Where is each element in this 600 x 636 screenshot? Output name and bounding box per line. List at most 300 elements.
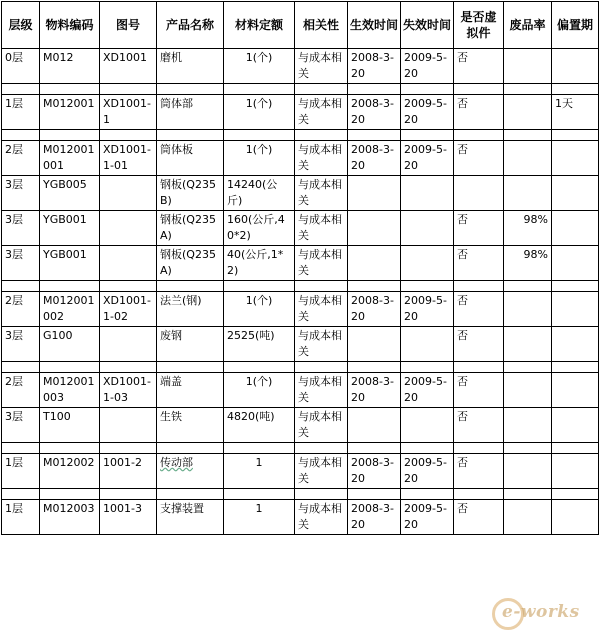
spacer-cell — [2, 489, 40, 500]
cell-relevance-text: 与成本相关 — [298, 410, 342, 439]
cell-quota — [224, 454, 295, 489]
cell-relevance-text: 与成本相关 — [298, 248, 342, 277]
cell-code — [40, 141, 100, 176]
cell-quota-text: 1(个) — [245, 294, 273, 307]
spacer-cell — [100, 489, 157, 500]
cell-start — [348, 141, 401, 176]
cell-end-text: 2009-5-20 — [404, 294, 447, 323]
cell-start — [348, 176, 401, 211]
cell-name-text: 钢板(Q235B) — [160, 178, 216, 207]
cell-level — [2, 246, 40, 281]
spacer-cell — [348, 489, 401, 500]
spacer-cell — [454, 443, 504, 454]
spacer-cell — [224, 84, 295, 95]
cell-quota-text: 40(公斤,1*2) — [227, 248, 284, 277]
cell-level — [2, 408, 40, 443]
spacer-cell — [401, 130, 454, 141]
header-level: 层级 — [2, 2, 40, 49]
spacer-cell — [348, 443, 401, 454]
cell-code — [40, 500, 100, 535]
spacer-cell — [552, 443, 599, 454]
cell-relevance-text: 与成本相关 — [298, 213, 342, 242]
cell-relevance-text: 与成本相关 — [298, 51, 342, 80]
cell-name-text: 磨机 — [160, 51, 182, 64]
cell-quota — [224, 292, 295, 327]
cell-end — [401, 246, 454, 281]
spacer-cell — [401, 443, 454, 454]
cell-virtual-text: 否 — [457, 248, 468, 261]
spacer-cell — [224, 489, 295, 500]
cell-drawing — [100, 49, 157, 84]
cell-offset — [552, 95, 599, 130]
spacer-cell — [157, 130, 224, 141]
cell-quota-text: 2525(吨) — [227, 329, 275, 342]
cell-scrap — [504, 408, 552, 443]
cell-relevance-text: 与成本相关 — [298, 502, 342, 531]
cell-virtual-text: 否 — [457, 143, 468, 156]
spacer-cell — [401, 362, 454, 373]
cell-end-text: 2009-5-20 — [404, 143, 447, 172]
cell-name-text: 支撑装置 — [160, 502, 204, 515]
cell-level — [2, 141, 40, 176]
cell-code — [40, 95, 100, 130]
cell-end — [401, 500, 454, 535]
table-row — [2, 141, 599, 176]
spacer-cell — [348, 281, 401, 292]
cell-level-text: 0层 — [5, 51, 23, 64]
table-row — [2, 246, 599, 281]
cell-scrap — [504, 141, 552, 176]
cell-start — [348, 292, 401, 327]
cell-code — [40, 246, 100, 281]
cell-level — [2, 211, 40, 246]
cell-drawing — [100, 454, 157, 489]
spacer-cell — [295, 130, 348, 141]
cell-name-text: 筒体部 — [160, 97, 193, 110]
cell-virtual — [454, 49, 504, 84]
cell-drawing — [100, 408, 157, 443]
cell-drawing — [100, 176, 157, 211]
cell-code-text: M012001001 — [43, 143, 95, 172]
cell-virtual — [454, 141, 504, 176]
cell-code-text: M012002 — [43, 456, 95, 469]
cell-scrap — [504, 211, 552, 246]
cell-start-text: 2008-3-20 — [351, 502, 394, 531]
header-quota: 材料定额 — [224, 2, 295, 49]
cell-virtual — [454, 500, 504, 535]
cell-quota-text: 1(个) — [245, 375, 273, 388]
cell-drawing-text: XD1001-1-03 — [103, 375, 151, 404]
cell-relevance — [295, 292, 348, 327]
cell-level-text: 3层 — [5, 410, 23, 423]
cell-code-text: M012003 — [43, 502, 95, 515]
cell-end — [401, 327, 454, 362]
cell-offset — [552, 176, 599, 211]
spacer-cell — [295, 443, 348, 454]
cell-start-text: 2008-3-20 — [351, 294, 394, 323]
cell-virtual — [454, 327, 504, 362]
cell-code-text: YGB001 — [43, 248, 87, 261]
cell-name — [157, 176, 224, 211]
cell-relevance — [295, 500, 348, 535]
spacer-cell — [40, 281, 100, 292]
cell-end — [401, 292, 454, 327]
spacer-cell — [40, 443, 100, 454]
cell-level-text: 3层 — [5, 329, 23, 342]
cell-virtual — [454, 246, 504, 281]
cell-name-text: 钢板(Q235A) — [160, 248, 216, 277]
spacer-cell — [401, 281, 454, 292]
cell-level — [2, 49, 40, 84]
cell-code-text: M012001 — [43, 97, 95, 110]
spacer-cell — [504, 84, 552, 95]
cell-name-text: 端盖 — [160, 375, 182, 388]
cell-virtual-text: 否 — [457, 51, 468, 64]
header-start: 生效时间 — [348, 2, 401, 49]
cell-virtual-text: 否 — [457, 213, 468, 226]
spacer-cell — [100, 443, 157, 454]
spacer-cell — [348, 84, 401, 95]
cell-name — [157, 211, 224, 246]
cell-virtual — [454, 292, 504, 327]
cell-end-text: 2009-5-20 — [404, 51, 447, 80]
cell-relevance-text: 与成本相关 — [298, 294, 342, 323]
cell-relevance-text: 与成本相关 — [298, 143, 342, 172]
cell-name-text: 筒体板 — [160, 143, 193, 156]
table-row — [2, 327, 599, 362]
header-offset: 偏置期 — [552, 2, 599, 49]
cell-level — [2, 454, 40, 489]
cell-virtual — [454, 408, 504, 443]
cell-start — [348, 373, 401, 408]
cell-level-text: 3层 — [5, 178, 23, 191]
cell-offset — [552, 49, 599, 84]
cell-start — [348, 211, 401, 246]
cell-virtual — [454, 95, 504, 130]
spacer-cell — [552, 489, 599, 500]
cell-name-text: 生铁 — [160, 410, 182, 423]
spacer-cell — [295, 362, 348, 373]
cell-virtual-text: 否 — [457, 294, 468, 307]
cell-relevance — [295, 327, 348, 362]
spacer-cell — [454, 84, 504, 95]
cell-relevance-text: 与成本相关 — [298, 329, 342, 358]
cell-level-text: 3层 — [5, 248, 23, 261]
cell-relevance-text: 与成本相关 — [298, 97, 342, 126]
cell-relevance — [295, 211, 348, 246]
cell-scrap — [504, 454, 552, 489]
cell-relevance — [295, 246, 348, 281]
header-virtual: 是否虚拟件 — [454, 2, 504, 49]
cell-code — [40, 373, 100, 408]
cell-code — [40, 454, 100, 489]
watermark-ring-icon — [492, 598, 524, 630]
cell-offset — [552, 141, 599, 176]
cell-offset — [552, 292, 599, 327]
cell-scrap — [504, 327, 552, 362]
cell-drawing-text: XD1001-1-02 — [103, 294, 151, 323]
spacer-cell — [295, 84, 348, 95]
cell-scrap — [504, 95, 552, 130]
cell-relevance — [295, 408, 348, 443]
cell-quota-text: 1 — [255, 502, 263, 515]
cell-offset — [552, 246, 599, 281]
cell-code-text: M012 — [43, 51, 74, 64]
cell-relevance-text: 与成本相关 — [298, 456, 342, 485]
cell-drawing — [100, 141, 157, 176]
spacer-cell — [2, 362, 40, 373]
cell-code — [40, 408, 100, 443]
header-scrap: 废品率 — [504, 2, 552, 49]
cell-drawing — [100, 211, 157, 246]
spacer-cell — [224, 362, 295, 373]
cell-relevance — [295, 176, 348, 211]
spacer-cell — [157, 281, 224, 292]
spacer-cell — [295, 489, 348, 500]
cell-name-text: 法兰(钢) — [160, 294, 202, 307]
cell-end — [401, 454, 454, 489]
spacer-cell — [454, 489, 504, 500]
cell-code — [40, 49, 100, 84]
cell-quota — [224, 95, 295, 130]
cell-quota-text: 1 — [255, 456, 263, 469]
cell-offset — [552, 327, 599, 362]
cell-offset — [552, 408, 599, 443]
cell-level — [2, 373, 40, 408]
cell-end — [401, 211, 454, 246]
table-row — [2, 176, 599, 211]
spacer-cell — [100, 130, 157, 141]
cell-quota — [224, 500, 295, 535]
spacer-cell — [100, 281, 157, 292]
spacer-cell — [2, 281, 40, 292]
spacer-row — [2, 281, 599, 292]
cell-name — [157, 49, 224, 84]
cell-end-text: 2009-5-20 — [404, 456, 447, 485]
table-row — [2, 408, 599, 443]
cell-level — [2, 292, 40, 327]
cell-drawing — [100, 95, 157, 130]
spacer-row — [2, 362, 599, 373]
cell-virtual-text: 否 — [457, 375, 468, 388]
cell-virtual-text: 否 — [457, 410, 468, 423]
e-works-watermark — [486, 596, 596, 628]
cell-end — [401, 49, 454, 84]
spacer-row — [2, 443, 599, 454]
cell-offset — [552, 373, 599, 408]
header-relevance: 相关性 — [295, 2, 348, 49]
cell-name — [157, 327, 224, 362]
cell-level-text: 2层 — [5, 294, 23, 307]
cell-level — [2, 176, 40, 211]
cell-virtual — [454, 373, 504, 408]
cell-offset — [552, 500, 599, 535]
cell-quota-text: 160(公斤,40*2) — [227, 213, 285, 242]
cell-offset — [552, 454, 599, 489]
cell-end — [401, 408, 454, 443]
spacer-cell — [504, 489, 552, 500]
spacer-cell — [157, 443, 224, 454]
cell-code-text: M012001002 — [43, 294, 95, 323]
spacer-row — [2, 84, 599, 95]
cell-quota-text: 14240(公斤) — [227, 178, 278, 207]
table-row — [2, 373, 599, 408]
cell-code-text: G100 — [43, 329, 73, 342]
cell-level-text: 1层 — [5, 456, 23, 469]
cell-level-text: 3层 — [5, 213, 23, 226]
header-name: 产品名称 — [157, 2, 224, 49]
cell-start — [348, 49, 401, 84]
cell-quota — [224, 373, 295, 408]
cell-scrap — [504, 292, 552, 327]
cell-drawing — [100, 327, 157, 362]
header-row — [2, 2, 599, 49]
spacer-cell — [504, 362, 552, 373]
cell-start-text: 2008-3-20 — [351, 375, 394, 404]
cell-scrap — [504, 373, 552, 408]
cell-quota — [224, 176, 295, 211]
cell-scrap — [504, 500, 552, 535]
cell-code-text: YGB001 — [43, 213, 87, 226]
cell-offset-text: 1天 — [555, 97, 573, 110]
cell-quota — [224, 49, 295, 84]
cell-code — [40, 176, 100, 211]
cell-code-text: YGB005 — [43, 178, 87, 191]
cell-start-text: 2008-3-20 — [351, 143, 394, 172]
spacer-cell — [504, 443, 552, 454]
cell-relevance — [295, 373, 348, 408]
cell-start — [348, 454, 401, 489]
cell-scrap-text: 98% — [523, 248, 548, 261]
table-row — [2, 95, 599, 130]
cell-virtual — [454, 454, 504, 489]
cell-level-text: 1层 — [5, 97, 23, 110]
spacer-cell — [157, 489, 224, 500]
watermark-text: e-works — [502, 602, 580, 622]
cell-name — [157, 95, 224, 130]
cell-drawing-text: XD1001 — [103, 51, 147, 64]
cell-quota — [224, 211, 295, 246]
header-code: 物料编码 — [40, 2, 100, 49]
cell-drawing-text: XD1001-1 — [103, 97, 151, 126]
bom-table — [1, 1, 599, 535]
table-row — [2, 292, 599, 327]
cell-start — [348, 327, 401, 362]
cell-level-text: 2层 — [5, 143, 23, 156]
spacer-cell — [348, 362, 401, 373]
cell-start — [348, 408, 401, 443]
spacer-cell — [552, 84, 599, 95]
cell-start — [348, 500, 401, 535]
cell-offset — [552, 211, 599, 246]
cell-code-text: T100 — [43, 410, 71, 423]
cell-code — [40, 211, 100, 246]
cell-level — [2, 500, 40, 535]
spacer-cell — [504, 130, 552, 141]
spacer-cell — [454, 130, 504, 141]
cell-name — [157, 454, 224, 489]
cell-virtual-text: 否 — [457, 456, 468, 469]
cell-relevance — [295, 95, 348, 130]
cell-quota — [224, 141, 295, 176]
spacer-cell — [552, 130, 599, 141]
cell-quota — [224, 327, 295, 362]
spacer-cell — [295, 281, 348, 292]
cell-drawing — [100, 292, 157, 327]
spacer-cell — [157, 84, 224, 95]
spacer-cell — [454, 281, 504, 292]
cell-drawing-text: XD1001-1-01 — [103, 143, 151, 172]
spacer-cell — [348, 130, 401, 141]
spacer-cell — [224, 281, 295, 292]
spacer-cell — [504, 281, 552, 292]
cell-end-text: 2009-5-20 — [404, 97, 447, 126]
cell-quota — [224, 246, 295, 281]
cell-drawing — [100, 373, 157, 408]
table-row — [2, 500, 599, 535]
cell-start-text: 2008-3-20 — [351, 97, 394, 126]
cell-start-text: 2008-3-20 — [351, 51, 394, 80]
cell-quota-text: 1(个) — [245, 143, 273, 156]
cell-name-text: 钢板(Q235A) — [160, 213, 216, 242]
cell-end — [401, 176, 454, 211]
cell-name — [157, 408, 224, 443]
cell-virtual — [454, 176, 504, 211]
cell-scrap — [504, 176, 552, 211]
spacer-row — [2, 130, 599, 141]
cell-start — [348, 95, 401, 130]
cell-name — [157, 373, 224, 408]
cell-name — [157, 246, 224, 281]
cell-end-text: 2009-5-20 — [404, 375, 447, 404]
table-row — [2, 454, 599, 489]
spacer-cell — [40, 489, 100, 500]
cell-start — [348, 246, 401, 281]
cell-relevance-text: 与成本相关 — [298, 178, 342, 207]
cell-drawing-text: 1001-3 — [103, 502, 142, 515]
table-row — [2, 49, 599, 84]
cell-relevance — [295, 141, 348, 176]
cell-level-text: 1层 — [5, 502, 23, 515]
cell-drawing — [100, 500, 157, 535]
spacer-cell — [401, 489, 454, 500]
spacer-cell — [2, 130, 40, 141]
cell-code-text: M012001003 — [43, 375, 95, 404]
header-drawing: 图号 — [100, 2, 157, 49]
spacer-cell — [40, 130, 100, 141]
cell-end — [401, 95, 454, 130]
cell-code — [40, 327, 100, 362]
table-row — [2, 211, 599, 246]
cell-quota-text: 1(个) — [245, 97, 273, 110]
cell-level-text: 2层 — [5, 375, 23, 388]
cell-level — [2, 327, 40, 362]
cell-name — [157, 141, 224, 176]
spacer-cell — [552, 281, 599, 292]
cell-start-text: 2008-3-20 — [351, 456, 394, 485]
spacer-cell — [2, 443, 40, 454]
cell-relevance-text: 与成本相关 — [298, 375, 342, 404]
cell-relevance — [295, 49, 348, 84]
spacer-cell — [2, 84, 40, 95]
spacer-cell — [224, 443, 295, 454]
cell-name-text: 传动部 — [160, 456, 193, 469]
cell-virtual-text: 否 — [457, 502, 468, 515]
cell-quota-text: 1(个) — [245, 51, 273, 64]
cell-name-text: 废钢 — [160, 329, 182, 342]
spacer-row — [2, 489, 599, 500]
cell-end-text: 2009-5-20 — [404, 502, 447, 531]
